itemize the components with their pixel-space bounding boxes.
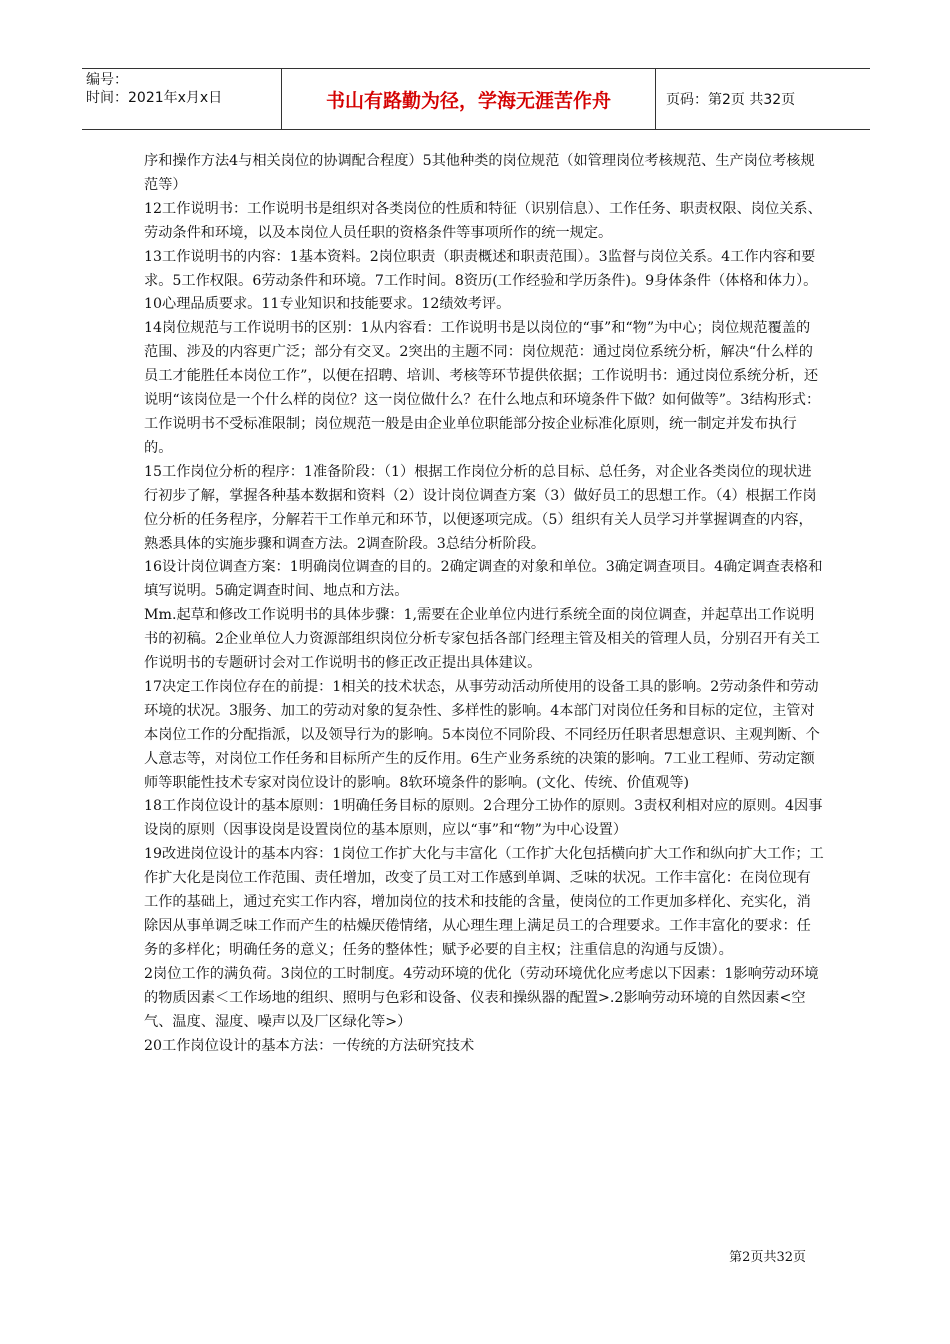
code-label: 编号： (86, 72, 128, 88)
paragraph: 13工作说明书的内容：1基本资料。2岗位职责（职责概述和职责范围）。3监督与岗位关系。4工作内容和要求。5工作权限。6劳动条件和环境。7工作时间。8资历(工作经验和学历条件)。9身体条件（体格和体力）。10心理品质要求。11专业知识和技能要求。12绩效考评。 (144, 248, 818, 313)
paragraph: 20工作岗位设计的基本方法：一传统的方法研究技术 (144, 1037, 475, 1054)
paragraph: 16设计岗位调查方案：1明确岗位调查的目的。2确定调查的对象和单位。3确定调查项目。4确定调查表格和填写说明。5确定调查时间、地点和方法。 (144, 559, 823, 600)
paragraph: 序和操作方法4与相关岗位的协调配合程度）5其他种类的岗位规范（如管理岗位考核规范、生产岗位考核规范等） (144, 153, 815, 193)
header-motto: 书山有路勤为径，学海无涯苦作舟 (282, 69, 656, 129)
paragraph: 19改进岗位设计的基本内容：1岗位工作扩大化与丰富化（工作扩大化包括横向扩大工作和纵向扩大工作；工作扩大化是岗位工作范围、责任增加，改变了员工对工作感到单调、乏味的状况。工作丰富化：在岗位现有工作的基础上，通过充实工作内容，增加岗位的技术和技能的含量，使岗位的工作更加多样化、充实化，消除因从事单调乏味工作而产生的枯燥厌倦情绪，从心理生理上满足员工的合理要求。工作丰富化的要求：任务的多样化；明确任务的意义；任务的整体性；赋予必要的自主权；注重信息的沟通与反馈）。 (144, 846, 824, 958)
header-meta (82, 69, 282, 129)
page-header (82, 68, 870, 130)
paragraph: 17决定工作岗位存在的前提：1相关的技术状态，从事劳动活动所使用的设备工具的影响。2劳动条件和劳动环境的状况。3服务、加工的劳动对象的复杂性、多样性的影响。4本部门对岗位任务和目标的定位，主管对本岗位工作的分配指派，以及领导行为的影响。5本岗位不同阶段、不同经历任职者思想意识、主观判断、个人意志等，对岗位工作任务和目标所产生的反作用。6生产业务系统的决策的影响。7工业工程师、劳动定额师等职能性技术专家对岗位设计的影响。8软环境条件的影响。(文化、传统、价值观等) (144, 678, 820, 791)
paragraph: 14岗位规范与工作说明书的区别：1从内容看：工作说明书是以岗位的“事”和“物”为中心；岗位规范覆盖的范围、涉及的内容更广泛；部分有交叉。2突出的主题不同：岗位规范：通过岗位系统分析，解决“什么样的员工才能胜任本岗位工作”，以便在招聘、培训、考核等环节提供依据；工作说明书：通过岗位系统分析，还说明“该岗位是一个什么样的岗位？这一岗位做什么？在什么地点和环境条件下做？如何做等”。3结构形式：工作说明书不受标准限制；岗位规范一般是由企业单位职能部分按企业标准化原则，统一制定并发布执行的。 (144, 320, 821, 456)
document-body (144, 150, 824, 1058)
page-footer: 第2页共32页 (729, 1250, 806, 1265)
paragraph: 12工作说明书：工作说明书是组织对各类岗位的性质和特征（识别信息）、工作任务、职责权限、岗位关系、劳动条件和环境，以及本岗位人员任职的资格条件等事项所作的统一规定。 (144, 200, 822, 241)
paragraph: 15工作岗位分析的程序：1准备阶段：（1）根据工作岗位分析的总目标、总任务，对企业各类岗位的现状进行初步了解，掌握各种基本数据和资料（2）设计岗位调查方案（3）做好员工的思想工作。（4）根据工作岗位分析的任务程序，分解若干工作单元和环节，以便逐项完成。（5）组织有关人员学习并掌握调查的内容，熟悉具体的实施步骤和调查方法。2调查阶段。3总结分析阶段。 (144, 463, 817, 552)
paragraph: Mm.起草和修改工作说明书的具体步骤：1,需要在企业单位内进行系统全面的岗位调查，并起草出工作说明书的初稿。2企业单位人力资源部组织岗位分析专家包括各部门经理主管及相关的管理人员，分别召开有关工作说明书的专题研讨会对工作说明书的修正改正提出具体建议。 (144, 607, 820, 672)
paragraph: 2岗位工作的满负荷。3岗位的工时制度。4劳动环境的优化（劳动环境优化应考虑以下因素：1影响劳动环境的物质因素＜工作场地的组织、照明与色彩和设备、仪表和操纵器的配置>.2影响劳动环境的自然因素<空气、温度、湿度、噪声以及厂区绿化等>） (144, 965, 819, 1030)
paragraph: 18工作岗位设计的基本原则：1明确任务目标的原则。2合理分工协作的原则。3责权利相对应的原则。4因事设岗的原则（因事设岗是设置岗位的基本原则，应以“事”和“物”为中心设置） (144, 798, 823, 839)
date-line: 时间：2021年x月x日 (86, 90, 223, 106)
header-page-info: 页码：第2页 共32页 (666, 92, 796, 108)
